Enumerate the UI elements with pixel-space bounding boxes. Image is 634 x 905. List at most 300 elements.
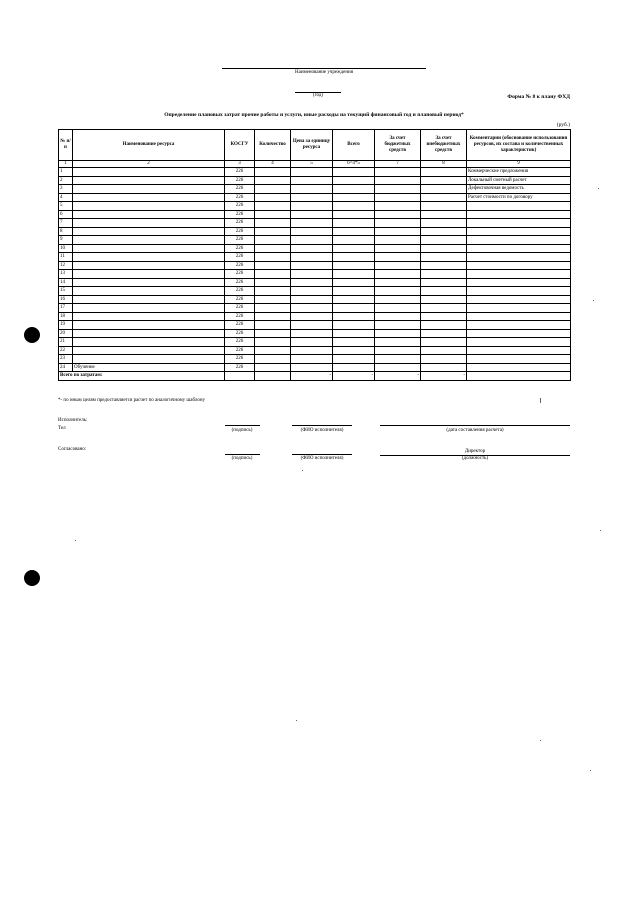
col-number: 8 [421, 161, 467, 168]
budget-cell [375, 329, 421, 338]
budget-cell [375, 202, 421, 211]
row-number: 18 [59, 312, 73, 321]
total-comment-cell [467, 372, 571, 381]
table-row [59, 363, 571, 372]
total-cell [333, 176, 375, 185]
row-number: 10 [59, 244, 73, 253]
resource-name [73, 355, 225, 364]
budget-cell [375, 168, 421, 177]
col-number: 6=4*5 [333, 161, 375, 168]
kosgu-code: 226 [225, 312, 255, 321]
total-qty-cell [255, 372, 291, 381]
fio-caption-2: (ФИО исполнителя) [300, 456, 344, 461]
total-cell [333, 363, 375, 372]
scan-speck [598, 188, 599, 189]
comment-cell [467, 244, 571, 253]
comment-cell: Расчет стоимости по договору [467, 193, 571, 202]
nonbudget-cell [421, 295, 467, 304]
budget-cell [375, 312, 421, 321]
kosgu-code: 226 [225, 270, 255, 279]
total-cell [333, 270, 375, 279]
signature-line [225, 425, 260, 426]
quantity-cell [255, 304, 291, 313]
header-total: Всего [333, 130, 375, 161]
fio-line-2 [292, 454, 352, 455]
budget-cell [375, 185, 421, 194]
price-cell [291, 287, 333, 296]
kosgu-code: 226 [225, 176, 255, 185]
quantity-cell [255, 185, 291, 194]
kosgu-code: 226 [225, 278, 255, 287]
total-cell [333, 236, 375, 245]
budget-cell [375, 210, 421, 219]
total-cell [333, 185, 375, 194]
scan-speck [302, 470, 303, 471]
price-cell [291, 176, 333, 185]
budget-cell [375, 270, 421, 279]
total-cell [333, 304, 375, 313]
nonbudget-cell [421, 329, 467, 338]
budget-cell [375, 295, 421, 304]
row-number: 13 [59, 270, 73, 279]
budget-cell [375, 363, 421, 372]
total-mark: - [333, 372, 375, 381]
price-cell [291, 363, 333, 372]
price-cell [291, 210, 333, 219]
row-number: 17 [59, 304, 73, 313]
quantity-cell [255, 270, 291, 279]
total-cell [333, 312, 375, 321]
kosgu-code: 226 [225, 168, 255, 177]
comment-cell [467, 346, 571, 355]
position-caption: (должность) [461, 456, 489, 461]
col-number: 2 [73, 161, 225, 168]
total-cell [333, 193, 375, 202]
col-number: 9 [467, 161, 571, 168]
fio-line [292, 425, 352, 426]
nonbudget-cell [421, 185, 467, 194]
executor-label: Исполнитель: [58, 418, 88, 423]
nonbudget-cell [421, 338, 467, 347]
binder-hole-mark [24, 327, 40, 343]
price-cell [291, 329, 333, 338]
row-number: 1 [59, 168, 73, 177]
resource-name: Обучение [73, 363, 225, 372]
total-cell [333, 227, 375, 236]
quantity-cell [255, 321, 291, 330]
signature-caption: (подпись) [231, 428, 253, 433]
budget-cell [375, 227, 421, 236]
binder-hole-mark [24, 570, 40, 586]
resource-name [73, 210, 225, 219]
row-number: 5 [59, 202, 73, 211]
price-cell [291, 295, 333, 304]
quantity-cell [255, 338, 291, 347]
header-price: Цена за единицу ресурса [291, 130, 333, 161]
col-number: 1 [59, 161, 73, 168]
total-cell [333, 210, 375, 219]
budget-cell [375, 304, 421, 313]
quantity-cell [255, 168, 291, 177]
quantity-cell [255, 253, 291, 262]
budget-cell [375, 355, 421, 364]
budget-cell [375, 287, 421, 296]
row-number: 23 [59, 355, 73, 364]
agreed-label: Согласовано: [58, 447, 87, 452]
total-cell [333, 168, 375, 177]
row-number: 14 [59, 278, 73, 287]
table-row [59, 236, 571, 245]
kosgu-code: 226 [225, 321, 255, 330]
nonbudget-cell [421, 321, 467, 330]
comment-cell [467, 278, 571, 287]
comment-cell [467, 363, 571, 372]
nonbudget-cell [421, 270, 467, 279]
nonbudget-cell [421, 278, 467, 287]
table-row [59, 304, 571, 313]
comment-cell [467, 219, 571, 228]
row-number: 20 [59, 329, 73, 338]
header-budget: За счет бюджетных средств [375, 130, 421, 161]
comment-cell [467, 236, 571, 245]
kosgu-code: 226 [225, 227, 255, 236]
quantity-cell [255, 261, 291, 270]
header-num: № п/п [59, 130, 73, 161]
kosgu-code: 226 [225, 363, 255, 372]
quantity-cell [255, 236, 291, 245]
resource-name [73, 244, 225, 253]
row-number: 22 [59, 346, 73, 355]
scan-speck [540, 740, 541, 741]
comment-cell [467, 261, 571, 270]
price-cell [291, 312, 333, 321]
price-cell [291, 338, 333, 347]
kosgu-code: 226 [225, 244, 255, 253]
comment-cell: Коммерческие предложения [467, 168, 571, 177]
resource-name [73, 321, 225, 330]
kosgu-code: 226 [225, 355, 255, 364]
budget-cell [375, 278, 421, 287]
comment-cell [467, 321, 571, 330]
row-number: 24 [59, 363, 73, 372]
col-number: 5 [291, 161, 333, 168]
signature-caption-2: (подпись) [231, 456, 253, 461]
footnote: *- по иным целям предоставляется расчет по аналогичному шаблону [58, 398, 206, 403]
total-kosgu-cell [225, 372, 255, 381]
quantity-cell [255, 278, 291, 287]
comment-cell [467, 295, 571, 304]
quantity-cell [255, 287, 291, 296]
fio-caption: (ФИО исполнителя) [300, 428, 344, 433]
resource-name [73, 346, 225, 355]
comment-cell [467, 227, 571, 236]
nonbudget-cell [421, 193, 467, 202]
scan-speck [593, 300, 594, 301]
quantity-cell [255, 227, 291, 236]
table-row [59, 312, 571, 321]
unit-label: (руб.) [556, 122, 570, 128]
budget-cell [375, 236, 421, 245]
header-nonbudget: За счет внебюджетных средств [421, 130, 467, 161]
form-reference: Форма № 8 к плану ФХД [507, 94, 570, 100]
price-cell [291, 244, 333, 253]
quantity-cell [255, 210, 291, 219]
quantity-cell [255, 202, 291, 211]
table-row [59, 244, 571, 253]
header-resource: Наименование ресурса [73, 130, 225, 161]
table-row [59, 278, 571, 287]
comment-cell [467, 329, 571, 338]
kosgu-code: 226 [225, 261, 255, 270]
kosgu-code: 226 [225, 193, 255, 202]
nonbudget-cell [421, 202, 467, 211]
budget-cell [375, 253, 421, 262]
table-row [59, 253, 571, 262]
total-cell [333, 261, 375, 270]
budget-cell [375, 219, 421, 228]
tel-label: Тел [58, 426, 66, 431]
nonbudget-cell [421, 236, 467, 245]
row-number: 7 [59, 219, 73, 228]
header-comment: Комментарии (обоснование использования ресурсов, их состава и количественных характеристик) [467, 130, 571, 161]
nonbudget-cell [421, 261, 467, 270]
resource-name [73, 185, 225, 194]
nonbudget-cell [421, 244, 467, 253]
quantity-cell [255, 295, 291, 304]
kosgu-code: 226 [225, 338, 255, 347]
table-row [59, 176, 571, 185]
comment-cell [467, 202, 571, 211]
price-cell [291, 168, 333, 177]
kosgu-code: 226 [225, 329, 255, 338]
budget-cell [375, 244, 421, 253]
col-number: 7 [375, 161, 421, 168]
resource-name [73, 261, 225, 270]
comment-cell [467, 270, 571, 279]
column-number-row [59, 161, 571, 168]
kosgu-code: 226 [225, 219, 255, 228]
comment-cell [467, 210, 571, 219]
total-mark: - [421, 372, 467, 381]
price-cell [291, 278, 333, 287]
table-row [59, 270, 571, 279]
scan-speck [590, 770, 591, 771]
nonbudget-cell [421, 219, 467, 228]
kosgu-code: 226 [225, 304, 255, 313]
resource-name [73, 236, 225, 245]
total-mark: - [291, 372, 333, 381]
director-title: Директор [464, 449, 486, 454]
kosgu-code: 226 [225, 185, 255, 194]
budget-cell [375, 193, 421, 202]
total-cell [333, 295, 375, 304]
price-cell [291, 185, 333, 194]
nonbudget-cell [421, 312, 467, 321]
row-number: 12 [59, 261, 73, 270]
date-line [380, 425, 570, 426]
comment-cell [467, 304, 571, 313]
row-number: 16 [59, 295, 73, 304]
total-cell [333, 329, 375, 338]
resource-name [73, 312, 225, 321]
total-cell [333, 244, 375, 253]
budget-cell [375, 321, 421, 330]
quantity-cell [255, 363, 291, 372]
price-cell [291, 227, 333, 236]
quantity-cell [255, 355, 291, 364]
total-label: Всего по затратам: [59, 372, 225, 381]
col-number: 3 [225, 161, 255, 168]
total-row [59, 372, 571, 381]
page-title: Определение плановых затрат прочие работы и услуги, иные расходы на текущий финансовый год и плановый период* [164, 112, 464, 118]
header-qty: Количество [255, 130, 291, 161]
table-row [59, 338, 571, 347]
row-number: 15 [59, 287, 73, 296]
budget-cell [375, 176, 421, 185]
resource-name [73, 278, 225, 287]
date-caption: (дата составления расчета) [446, 428, 504, 433]
table-row [59, 210, 571, 219]
resource-name [73, 219, 225, 228]
nonbudget-cell [421, 346, 467, 355]
price-cell [291, 193, 333, 202]
kosgu-code: 226 [225, 202, 255, 211]
resource-name [73, 329, 225, 338]
nonbudget-cell [421, 176, 467, 185]
budget-cell [375, 261, 421, 270]
total-cell [333, 355, 375, 364]
table-row [59, 261, 571, 270]
total-cell [333, 287, 375, 296]
resource-name [73, 304, 225, 313]
scan-speck [296, 720, 297, 721]
total-cell [333, 321, 375, 330]
resource-name [73, 202, 225, 211]
row-number: 21 [59, 338, 73, 347]
total-mark: - [375, 372, 421, 381]
row-number: 8 [59, 227, 73, 236]
kosgu-code: 226 [225, 253, 255, 262]
quantity-cell [255, 244, 291, 253]
header-kosgu: КОСГУ [225, 130, 255, 161]
table-row [59, 346, 571, 355]
total-cell [333, 346, 375, 355]
resource-name [73, 338, 225, 347]
year-caption: (год) [312, 93, 324, 98]
cost-table [58, 129, 571, 381]
comment-cell: Дефектовочная ведомость [467, 185, 571, 194]
comment-cell [467, 287, 571, 296]
price-cell [291, 304, 333, 313]
total-cell [333, 202, 375, 211]
quantity-cell [255, 176, 291, 185]
row-number: 6 [59, 210, 73, 219]
budget-cell [375, 338, 421, 347]
scan-speck [540, 398, 541, 403]
quantity-cell [255, 346, 291, 355]
row-number: 9 [59, 236, 73, 245]
nonbudget-cell [421, 363, 467, 372]
nonbudget-cell [421, 287, 467, 296]
row-number: 2 [59, 176, 73, 185]
table-row [59, 168, 571, 177]
price-cell [291, 321, 333, 330]
row-number: 19 [59, 321, 73, 330]
nonbudget-cell [421, 304, 467, 313]
resource-name [73, 295, 225, 304]
institution-name-line [222, 68, 426, 69]
scan-speck [600, 530, 601, 531]
price-cell [291, 270, 333, 279]
signature-line-2 [225, 454, 260, 455]
price-cell [291, 253, 333, 262]
nonbudget-cell [421, 210, 467, 219]
table-row [59, 202, 571, 211]
table-row [59, 355, 571, 364]
price-cell [291, 355, 333, 364]
kosgu-code: 226 [225, 236, 255, 245]
comment-cell [467, 338, 571, 347]
price-cell [291, 346, 333, 355]
kosgu-code: 226 [225, 287, 255, 296]
price-cell [291, 219, 333, 228]
total-cell [333, 278, 375, 287]
scan-speck [75, 540, 76, 541]
total-cell [333, 338, 375, 347]
price-cell [291, 202, 333, 211]
institution-caption: Наименование учреждения [294, 70, 353, 75]
table-row [59, 287, 571, 296]
comment-cell [467, 253, 571, 262]
row-number: 4 [59, 193, 73, 202]
row-number: 11 [59, 253, 73, 262]
nonbudget-cell [421, 355, 467, 364]
total-cell [333, 253, 375, 262]
resource-name [73, 270, 225, 279]
comment-cell [467, 312, 571, 321]
resource-name [73, 176, 225, 185]
table-row [59, 227, 571, 236]
quantity-cell [255, 219, 291, 228]
kosgu-code: 226 [225, 346, 255, 355]
nonbudget-cell [421, 227, 467, 236]
quantity-cell [255, 312, 291, 321]
table-row [59, 329, 571, 338]
budget-cell [375, 346, 421, 355]
table-row [59, 295, 571, 304]
nonbudget-cell [421, 168, 467, 177]
resource-name [73, 253, 225, 262]
table-row [59, 321, 571, 330]
comment-cell [467, 355, 571, 364]
resource-name [73, 287, 225, 296]
nonbudget-cell [421, 253, 467, 262]
resource-name [73, 193, 225, 202]
resource-name [73, 227, 225, 236]
row-number: 3 [59, 185, 73, 194]
quantity-cell [255, 329, 291, 338]
price-cell [291, 261, 333, 270]
col-number: 4 [255, 161, 291, 168]
kosgu-code: 226 [225, 210, 255, 219]
price-cell [291, 236, 333, 245]
resource-name [73, 168, 225, 177]
table-row [59, 185, 571, 194]
total-cell [333, 219, 375, 228]
quantity-cell [255, 193, 291, 202]
kosgu-code: 226 [225, 295, 255, 304]
table-row [59, 193, 571, 202]
